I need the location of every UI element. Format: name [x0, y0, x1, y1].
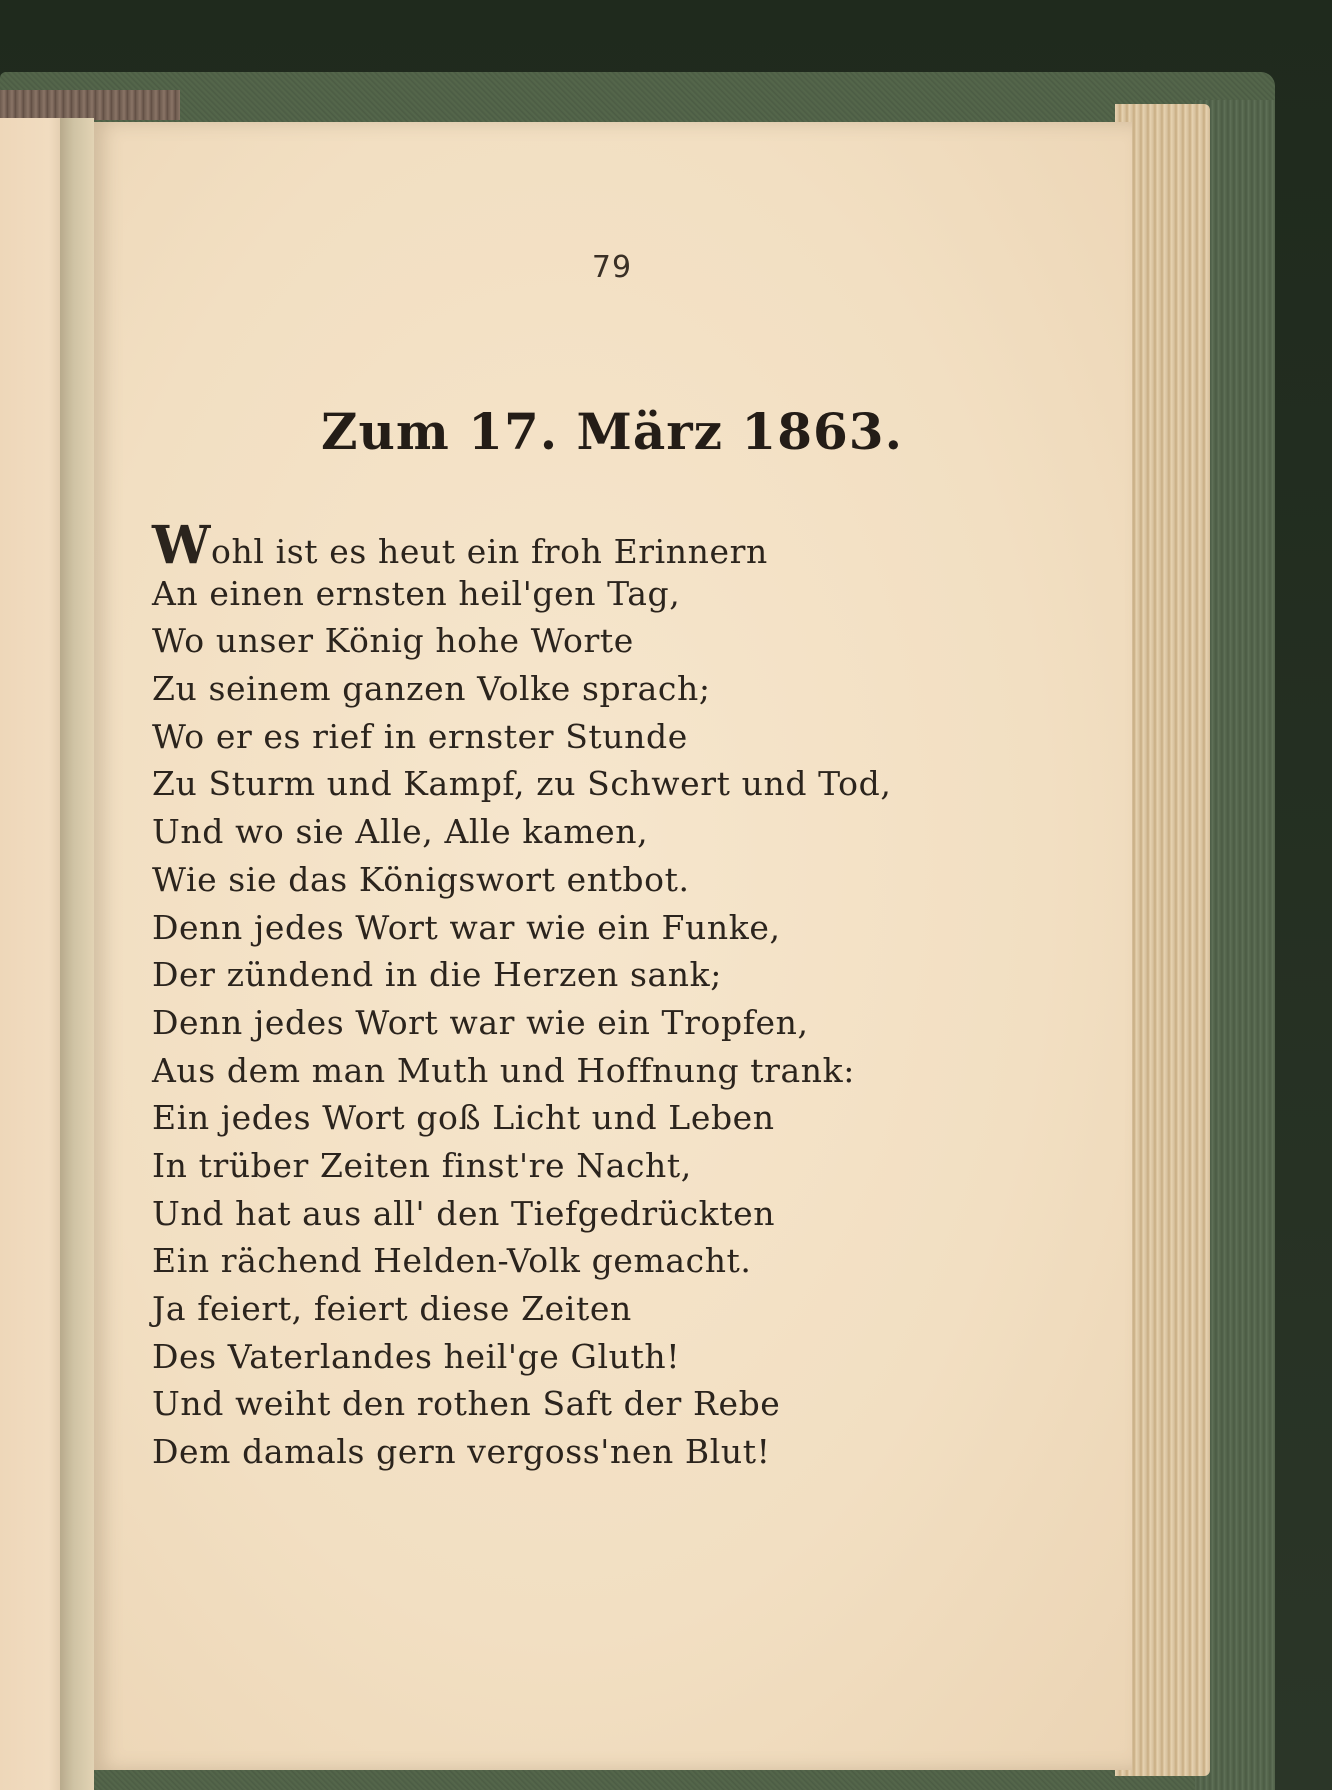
poem-line: Des Vaterlandes heil'ge Gluth!: [152, 1336, 681, 1376]
poem-line: Zu seinem ganzen Volke sprach;: [152, 669, 711, 709]
poem-line: Aus dem man Muth und Hoffnung trank:: [152, 1050, 855, 1090]
poem-line: Denn jedes Wort war wie ein Tropfen,: [152, 1002, 809, 1042]
poem-line: Ein jedes Wort goß Licht und Leben: [152, 1098, 775, 1138]
poem-line: Wohl ist es heut ein froh Erinnern: [152, 515, 768, 576]
poem-line: An einen ernsten heil'gen Tag,: [152, 573, 681, 613]
poem-line: Dem damals gern vergoss'nen Blut!: [152, 1432, 771, 1472]
spine-band: [0, 90, 180, 120]
book-gutter: [60, 118, 94, 1790]
poem-line: Wo unser König hohe Worte: [152, 621, 634, 661]
poem-line: Der zündend in die Herzen sank;: [152, 955, 722, 995]
poem-line: Und hat aus all' den Tiefgedrückten: [152, 1193, 776, 1233]
poem-line: Wo er es rief in ernster Stunde: [152, 716, 688, 756]
book-page: [92, 122, 1132, 1770]
poem-title: Zum 17. März 1863.: [320, 402, 903, 461]
poem-line: Ein rächend Helden-Volk gemacht.: [152, 1241, 752, 1281]
poem-line: Denn jedes Wort war wie ein Funke,: [152, 907, 781, 947]
poem-line: Und weiht den rothen Saft der Rebe: [152, 1384, 781, 1424]
poem-line: Und wo sie Alle, Alle kamen,: [152, 812, 649, 852]
poem-body: [152, 515, 1112, 1476]
poem-line: Ja feiert, feiert diese Zeiten: [152, 1289, 632, 1328]
poem-line: Zu Sturm und Kampf, zu Schwert und Tod,: [152, 764, 892, 804]
poem-line: In trüber Zeiten finst're Nacht,: [152, 1145, 692, 1185]
page-number: 79: [591, 250, 633, 285]
poem-line: Wie sie das Königswort entbot.: [152, 859, 690, 899]
